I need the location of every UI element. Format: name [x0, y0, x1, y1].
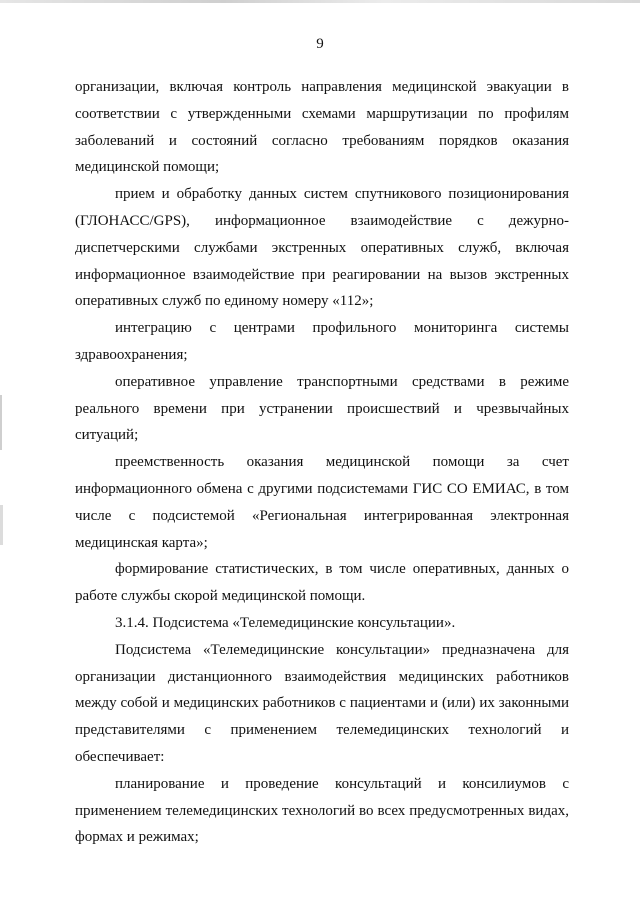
document-body: [75, 74, 569, 851]
scan-edge-left-lower: [0, 505, 3, 545]
paragraph-consultations-planning: планирование и проведение консультаций и консилиумов с применением телемедицинских технологий во всех предусмотренных видах, формах и режимах;: [75, 775, 569, 846]
scan-edge-top: [0, 0, 640, 3]
paragraph-transport-management: оперативное управление транспортными средствами в режиме реального времени при устранении происшествий и чрезвычайных ситуаций;: [75, 373, 569, 444]
section-heading-3-1-4: 3.1.4. Подсистема «Телемедицинские консультации».: [115, 614, 456, 631]
paragraph-monitoring-integration: интеграцию с центрами профильного мониторинга системы здравоохранения;: [75, 320, 569, 363]
paragraph-satellite-positioning: прием и обработку данных систем спутникового позиционирования (ГЛОНАСС/GPS), информационное взаимодействие с дежурно-диспетчерскими службами экстренных оперативных служб, включая информационное взаимодействие при реагировании на вызов экстренных оперативных служб по единому номеру «112»;: [75, 186, 569, 310]
paragraph-telemedicine-purpose: Подсистема «Телемедицинские консультации» предназначена для организации дистанционного взаимодействия медицинских работников между собой и медицинских работников с пациентами и (или) их законными представителями с применением телемедицинских технологий и обеспечивает:: [75, 641, 569, 765]
paragraph-continuation: организации, включая контроль направления медицинской эвакуации в соответствии с утвержденными схемами маршрутизации по профилям заболеваний и состояний согласно требованиям порядков оказания медицинской помощи;: [75, 79, 569, 176]
paragraph-statistics: формирование статистических, в том числе оперативных, данных о работе службы скорой медицинской помощи.: [75, 561, 569, 605]
scan-edge-left: [0, 395, 2, 450]
page-number: 9: [316, 36, 324, 52]
paragraph-care-continuity: преемственность оказания медицинской помощи за счет информационного обмена с другими подсистемами ГИС СО ЕМИАС, в том числе с подсистемой «Региональная интегрированная электронная медицинская карта»;: [75, 454, 569, 551]
